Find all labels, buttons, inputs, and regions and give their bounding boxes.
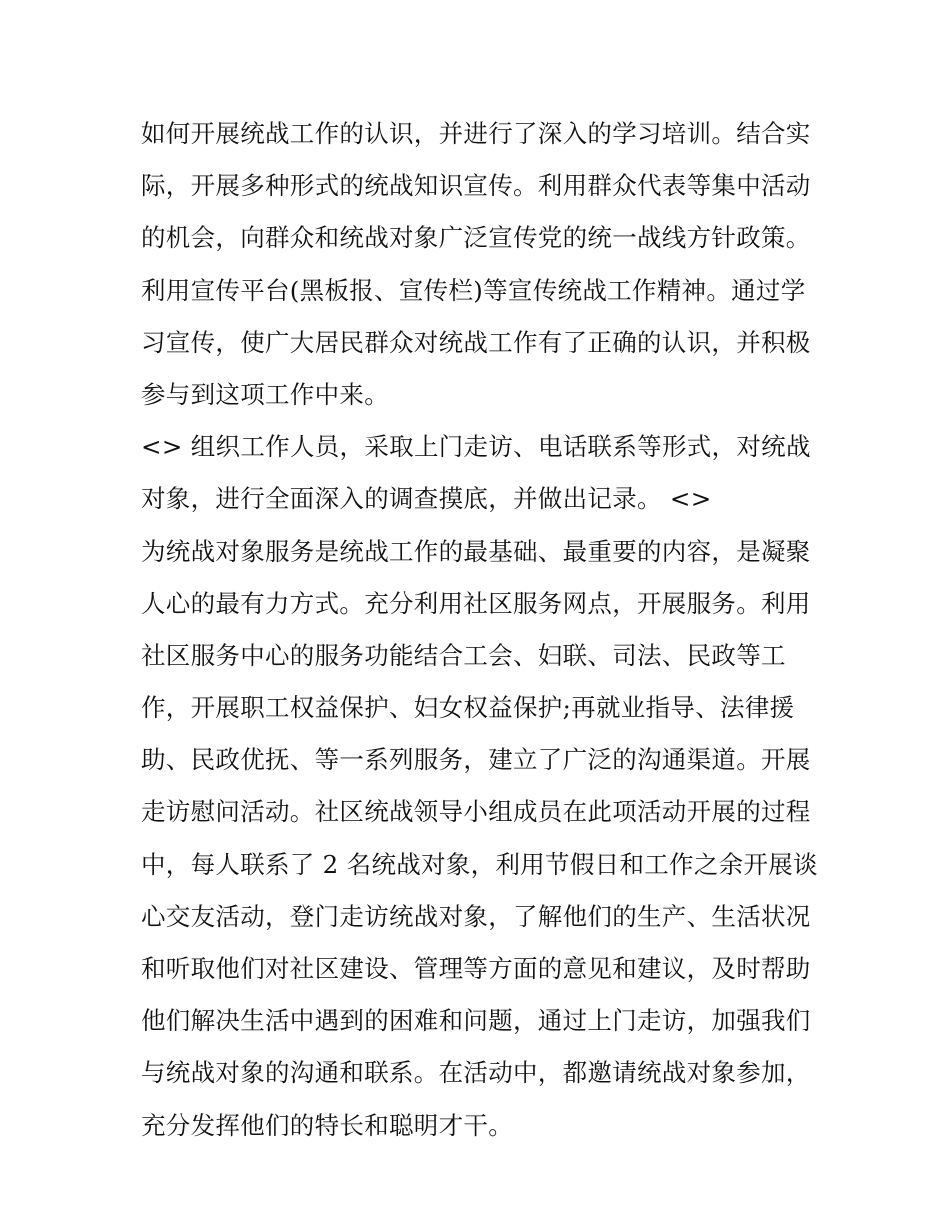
text-line: 参与到这项工作中来。 (141, 379, 389, 409)
text-line: 助、民政优抚、等一系列服务，建立了广泛的沟通渠道。开展 (141, 745, 811, 775)
text-line: 人心的最有力方式。充分利用社区服务网点，开展服务。利用 (141, 588, 811, 618)
text-line: 充分发挥他们的特长和聪明才干。 (141, 1110, 513, 1140)
text-line: 社区服务中心的服务功能结合工会、妇联、司法、民政等工 (141, 640, 786, 670)
text-line: 心交友活动，登门走访统战对象，了解他们的生产、生活状况 (141, 901, 811, 931)
text-line: 如何开展统战工作的认识，并进行了深入的学习培训。结合实 (141, 119, 811, 148)
text-line: <> 组织工作人员，采取上门走访、电话联系等形式，对统战 (141, 432, 811, 462)
body-text (141, 108, 831, 1152)
text-line: 他们解决生活中遇到的困难和问题，通过上门走访，加强我们 (141, 1006, 811, 1036)
text-line: 对象，进行全面深入的调查摸底，并做出记录。 <> (141, 484, 712, 514)
text-line: 和听取他们对社区建设、管理等方面的意见和建议，及时帮助 (141, 954, 811, 983)
text-line: 习宣传，使广大居民群众对统战工作有了正确的认识，并积极 (141, 327, 811, 357)
text-line: 利用宣传平台(黑板报、宣传栏)等宣传统战工作精神。通过学 (141, 275, 806, 305)
text-line: 与统战对象的沟通和联系。在活动中，都邀请统战对象参加， (141, 1058, 811, 1088)
text-line: 际，开展多种形式的统战知识宣传。利用群众代表等集中活动 (141, 171, 811, 201)
text-line: 为统战对象服务是统战工作的最基础、最重要的内容，是凝聚 (141, 536, 811, 566)
text-line: 的机会，向群众和统战对象广泛宣传党的统一战线方针政策。 (141, 223, 811, 253)
text-line: 走访慰问活动。社区统战领导小组成员在此项活动开展的过程 (141, 797, 811, 827)
text-line: 中，每人联系了 2 名统战对象，利用节假日和工作之余开展谈 (141, 849, 818, 879)
text-line: 作，开展职工权益保护、妇女权益保护;再就业指导、法律援 (141, 693, 795, 723)
